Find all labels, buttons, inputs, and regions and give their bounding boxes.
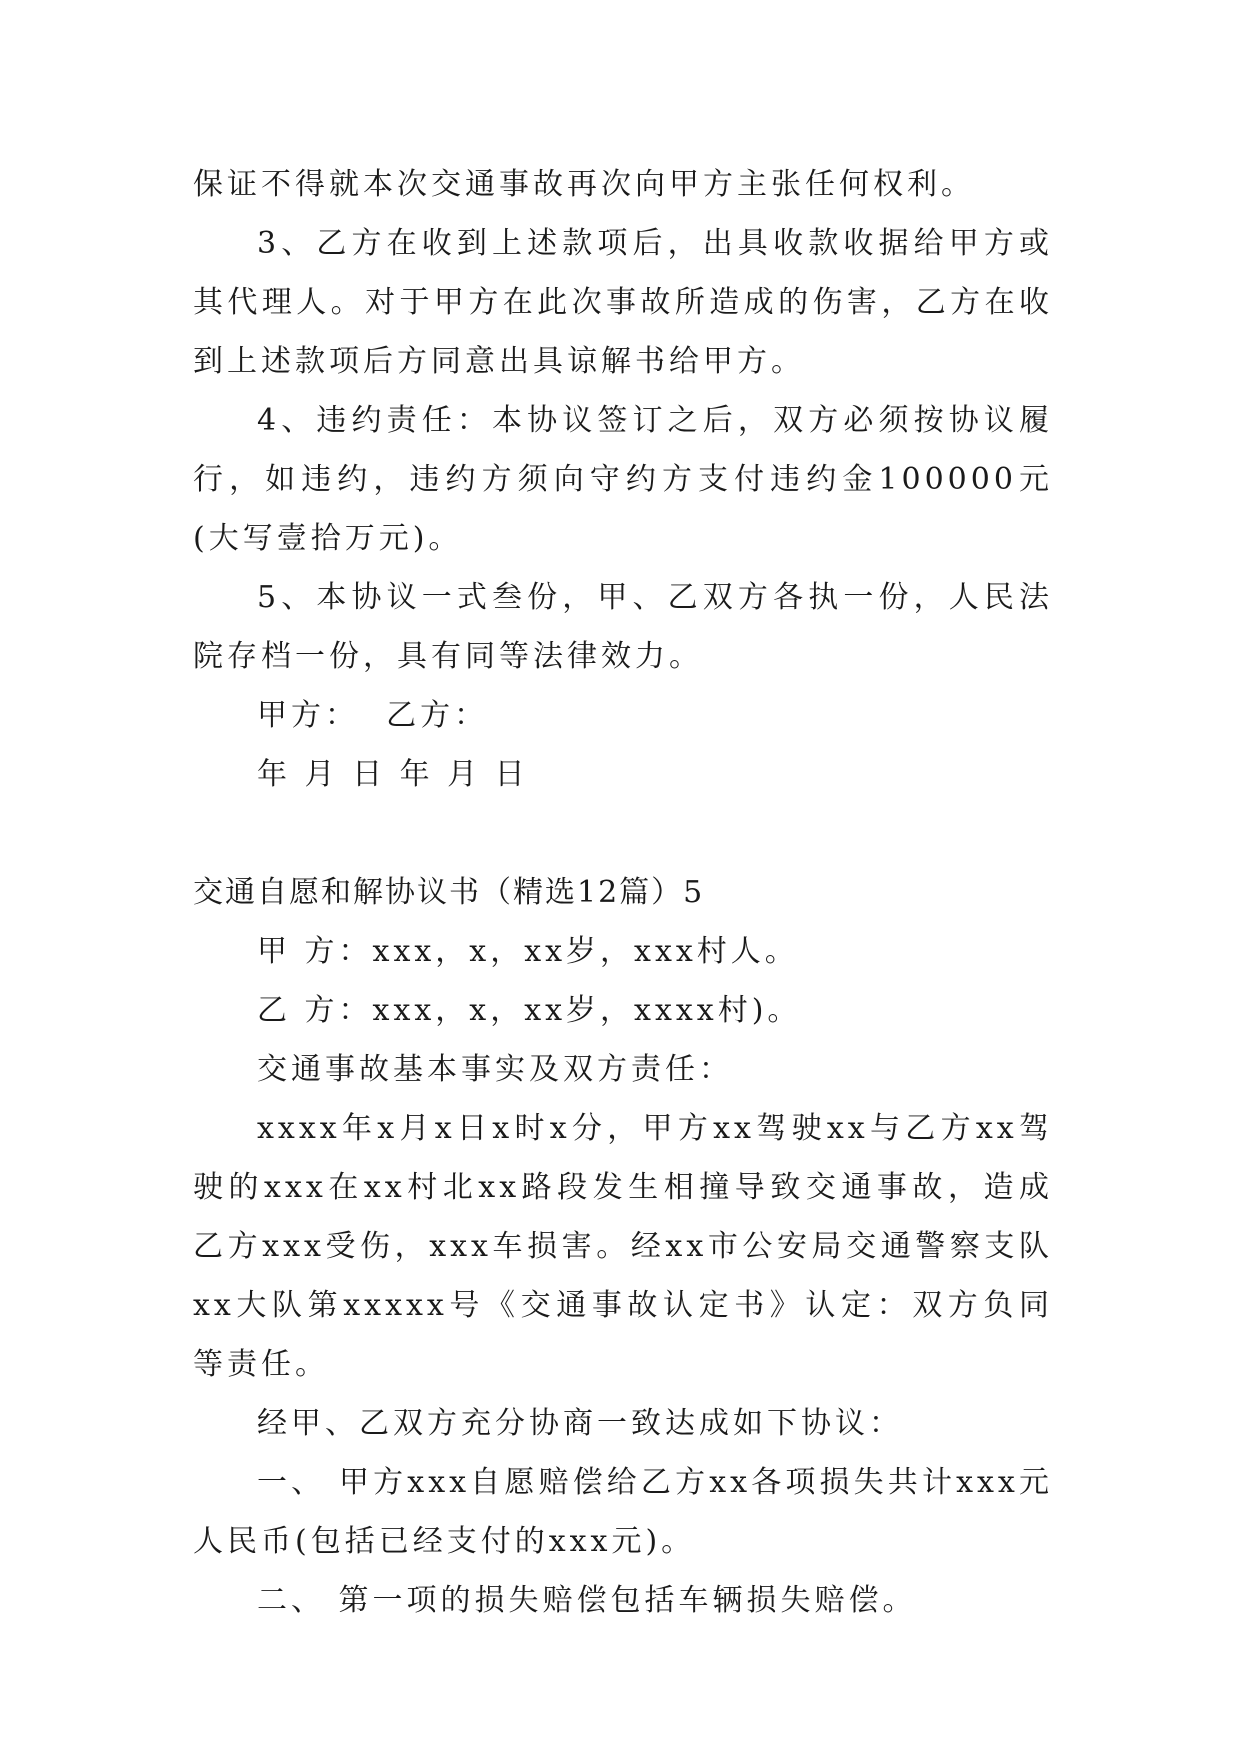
party-a-info: 甲 方：xxx，x，xx岁，xxx村人。 (257, 934, 799, 969)
clause-3: 3、乙方在收到上述款项后，出具收款收据给甲方或其代理人。对于甲方在此次事故所造成的伤害，乙方在收到上述款项后方同意出具谅解书给甲方。 (193, 226, 1053, 379)
signature-dates: 年 月 日 年 月 日 (257, 757, 529, 792)
section-gap (193, 804, 1053, 863)
document-body (193, 155, 1053, 1630)
party-b-info: 乙 方：xxx，x，xx岁，xxxx村)。 (257, 993, 802, 1028)
clause-5-copies: 5、本协议一式叁份，甲、乙双方各执一份，人民法院存档一份，具有同等法律效力。 (193, 580, 1053, 674)
agreement-item-2: 二、 第一项的损失赔偿包括车辆损失赔偿。 (257, 1583, 917, 1618)
paragraph-continuation: 保证不得就本次交通事故再次向甲方主张任何权利。 (193, 167, 975, 202)
clause-4-breach: 4、违约责任：本协议签订之后，双方必须按协议履行，如违约，违约方须向守约方支付违约金100000元(大写壹拾万元)。 (193, 403, 1053, 556)
agreement-item-1: 一、 甲方xxx自愿赔偿给乙方xx各项损失共计xxx元人民币(包括已经支付的xxx元)。 (193, 1465, 1053, 1559)
section-title: 交通自愿和解协议书（精选12篇）5 (193, 875, 705, 910)
accident-facts: xxxx年x月x日x时x分，甲方xx驾驶xx与乙方xx驾驶的xxx在xx村北xx路段发生相撞导致交通事故，造成乙方xxx受伤，xxx车损害。经xx市公安局交通警察支队xx大队第xxxxx号《交通事故认定书》认定：双方负同等责任。 (193, 1111, 1053, 1382)
agreement-intro: 经甲、乙双方充分协商一致达成如下协议： (257, 1406, 903, 1441)
facts-heading: 交通事故基本事实及双方责任： (257, 1052, 733, 1087)
signature-parties: 甲方： 乙方： (257, 698, 489, 733)
